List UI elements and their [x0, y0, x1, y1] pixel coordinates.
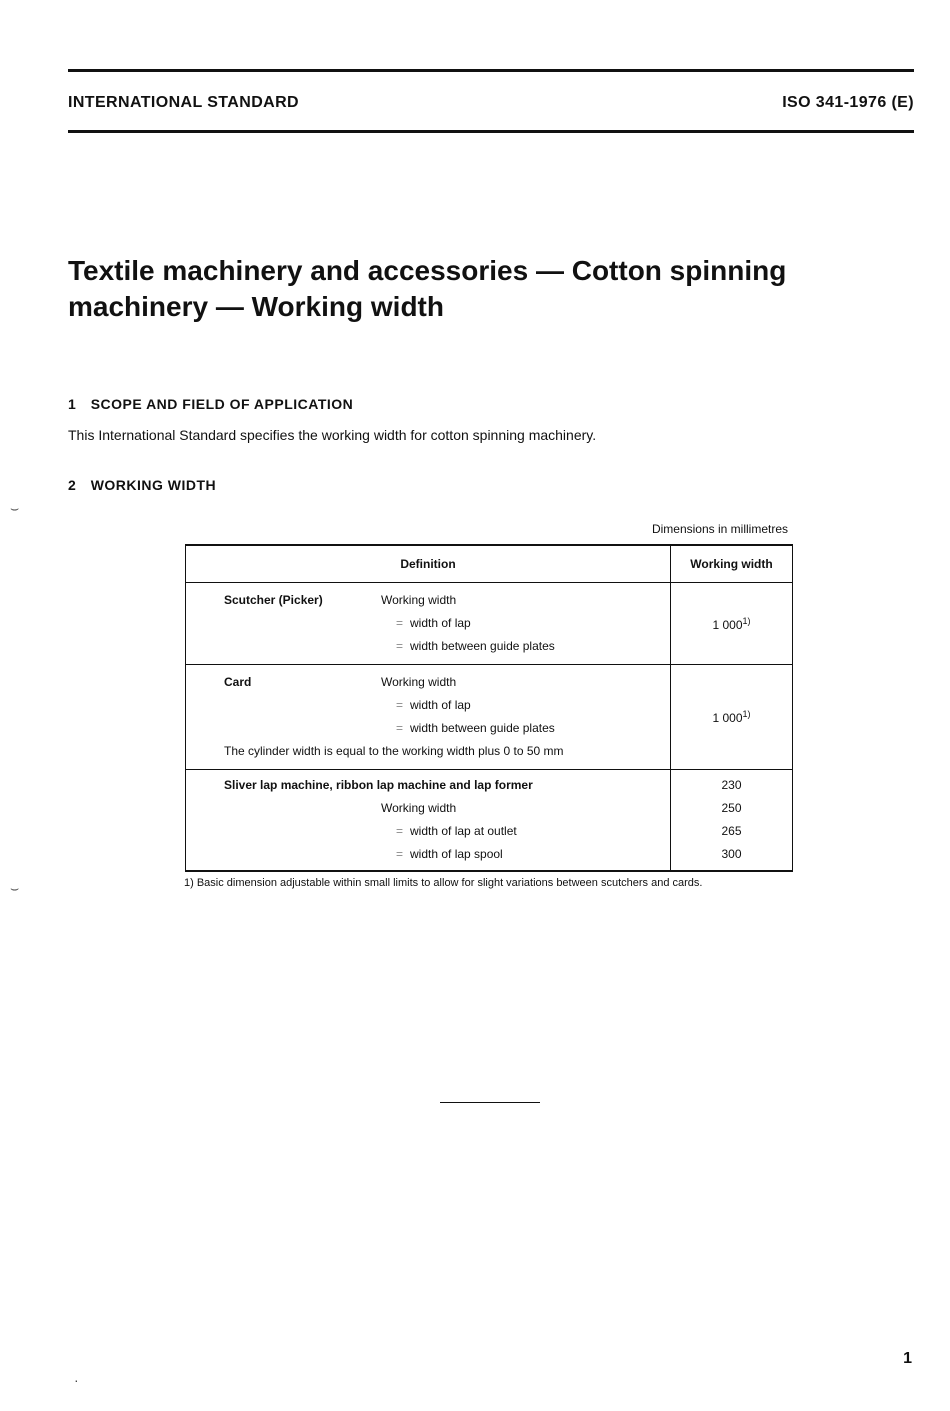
header-definition: Definition — [186, 545, 671, 583]
working-width-label: Working width — [381, 593, 457, 607]
working-width-label: Working width — [381, 675, 457, 689]
scan-dot: · — [74, 1372, 79, 1388]
working-width-table — [185, 544, 793, 872]
definition-item: width between guide plates — [410, 721, 555, 735]
machine-name: Sliver lap machine, ribbon lap machine and lap former — [224, 778, 533, 792]
end-rule — [440, 1102, 540, 1103]
definition-item: width between guide plates — [410, 639, 555, 653]
working-width-label: Working width — [381, 801, 457, 815]
section-1-title: SCOPE AND FIELD OF APPLICATION — [90, 396, 354, 412]
section-1-number: 1 — [68, 396, 77, 412]
section-1-text: This International Standard specifies the working width for cotton spinning machinery. — [68, 427, 597, 443]
definition-item: width of lap — [410, 698, 471, 712]
equals-sign: = — [396, 639, 404, 653]
value-230: 230 — [721, 778, 742, 792]
page-number: 1 — [903, 1350, 912, 1367]
scan-mark: ⌣ — [10, 500, 20, 516]
machine-name: Card — [224, 675, 252, 689]
cylinder-note: The cylinder width is equal to the working width plus 0 to 50 mm — [224, 744, 564, 758]
equals-sign: = — [396, 847, 404, 861]
header-working-width: Working width — [671, 545, 793, 583]
working-width-value — [671, 665, 793, 770]
header-rule-bottom — [68, 130, 914, 133]
machine-name: Scutcher (Picker) — [224, 593, 323, 607]
definition-item: width of lap — [410, 616, 471, 630]
row-scutcher — [186, 583, 793, 665]
standard-type: INTERNATIONAL STANDARD — [68, 94, 300, 111]
footnote-ref: 1) — [742, 709, 751, 719]
scan-mark: ⌣ — [10, 880, 20, 896]
row-sliver-lap — [186, 770, 793, 872]
document-title: Textile machinery and accessories — Cotton spinning machinery — Working width — [68, 255, 787, 322]
standard-number: ISO 341-1976 (E) — [782, 94, 914, 111]
equals-sign: = — [396, 824, 404, 838]
value-250: 250 — [721, 801, 742, 815]
footnote-ref: 1) — [742, 615, 751, 626]
definition-item: width of lap spool — [410, 847, 503, 861]
working-width-values — [671, 770, 793, 872]
section-2-heading — [68, 477, 216, 493]
working-width-value — [671, 583, 793, 665]
section-2-title: WORKING WIDTH — [90, 477, 217, 493]
table-footnote: 1) Basic dimension adjustable within small limits to allow for slight variations between scutchers and cards. — [184, 877, 703, 889]
section-1-heading — [68, 396, 353, 412]
value-text: 1 000 — [712, 711, 743, 725]
equals-sign: = — [396, 721, 404, 735]
value-265: 265 — [721, 824, 742, 838]
row-card — [186, 665, 793, 770]
equals-sign: = — [396, 698, 404, 712]
value-text: 1 000 — [712, 617, 743, 632]
equals-sign: = — [396, 616, 404, 630]
section-2-number: 2 — [68, 477, 77, 493]
header-rule-top — [68, 69, 914, 72]
table-header-row — [186, 545, 793, 583]
value-300: 300 — [721, 847, 742, 861]
dimensions-note: Dimensions in millimetres — [651, 522, 788, 536]
definition-item: width of lap at outlet — [410, 824, 517, 838]
